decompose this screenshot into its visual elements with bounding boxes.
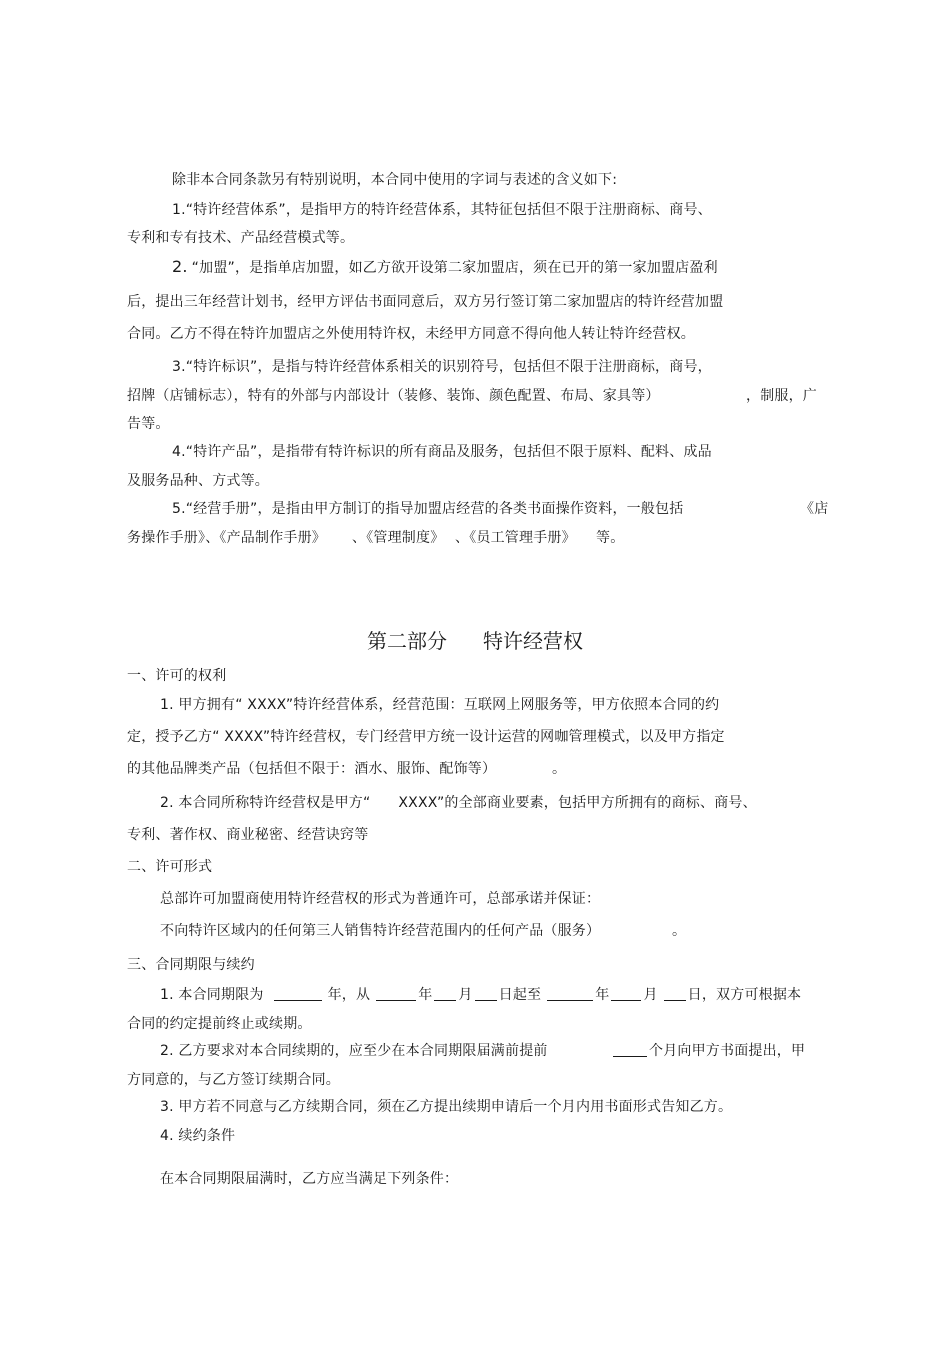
term-clause-4: 4. 续约条件 (160, 1128, 236, 1144)
section-title-part: 第二部分 (367, 629, 447, 653)
definitions-intro: 除非本合同条款另有特别说明，本合同中使用的字词与表述的含义如下: (172, 172, 618, 188)
clause-1-2-line-2: 专利、著作权、商业秘密、经营诀窍等 (127, 827, 369, 843)
heading-license-rights: 一、许可的权利 (127, 668, 227, 684)
definition-5-line-2a: 务操作手册》、《产品制作手册》 (127, 530, 326, 546)
term-text: 年，从 (327, 987, 371, 1003)
end-year-blank (547, 986, 593, 1001)
definition-3-line-3: 告等。 (127, 416, 170, 432)
definition-5-line-2c: 、《员工管理手册》 (455, 530, 576, 546)
definition-4-line-1: 4.“特许产品”，是指带有特许标识的所有商品及服务，包括但不限于原料、配料、成品 (172, 444, 712, 460)
definition-2-line-3: 合同。乙方不得在特许加盟店之外使用特许权，未经甲方同意不得向他人转让特许经营权。 (127, 326, 695, 342)
clause-1-1-line-3a: 的其他品牌类产品（包括但不限于：酒水、服饰、配饰等） (127, 761, 497, 777)
start-year-blank (376, 986, 416, 1001)
term-text: 年 (418, 987, 433, 1003)
heading-license-form: 二、许可形式 (127, 859, 213, 875)
start-month-blank (434, 986, 456, 1001)
term-text: 1. 本合同期限为 (160, 987, 264, 1003)
definition-2-line-2: 后，提出三年经营计划书，经甲方评估书面同意后，双方另行签订第二家加盟店的特许经营加盟 (127, 294, 724, 310)
definition-3-line-2a: 招牌（店铺标志），特有的外部与内部设计（装修、装饰、颜色配置、布局、家具等） (127, 388, 660, 404)
end-month-blank (611, 986, 641, 1001)
section-title (0, 628, 950, 654)
clause-1-1-line-2: 定，授予乙方“ XXXX”特许经营权，专门经营甲方统一设计运营的网咖管理模式，以及甲方指定 (127, 729, 725, 745)
term-text: 月 (643, 987, 658, 1003)
definition-2-number: 2. (172, 257, 188, 276)
definition-5-line-2d: 等。 (596, 530, 625, 546)
definition-1-line-2: 专利和专有技术、产品经营模式等。 (127, 230, 355, 246)
definition-2-line-1 (172, 258, 718, 277)
months-blank (613, 1042, 647, 1057)
definition-2-text: “加盟”，是指单店加盟，如乙方欲开设第二家加盟店，须在已开的第一家加盟店盈利 (191, 260, 718, 276)
start-day-blank (475, 986, 497, 1001)
term-clause-1-line-2: 合同的约定提前终止或续期。 (127, 1016, 312, 1032)
clause-1-2-line-1: 2. 本合同所称特许经营权是甲方“ XXXX”的全部商业要素，包括甲方所拥有的商标、商号、 (160, 795, 757, 811)
renewal-conditions-intro: 在本合同期限届满时，乙方应当满足下列条件： (160, 1171, 459, 1187)
section-title-name: 特许经营权 (483, 629, 583, 653)
term-clause-2-line-1b (613, 1042, 805, 1060)
term-text: 日起至 (498, 987, 542, 1003)
clause-1-1-line-3b: 。 (552, 761, 567, 777)
license-form-text-2b: 。 (672, 923, 687, 939)
heading-term-renewal: 三、合同期限与续约 (127, 957, 255, 973)
clause-1-1-line-1: 1. 甲方拥有“ XXXX”特许经营体系，经营范围：互联网上网服务等，甲方依照本合同的约 (160, 697, 720, 713)
term-clause-1-line-1 (160, 986, 801, 1004)
definition-4-line-2: 及服务品种、方式等。 (127, 473, 269, 489)
term-clause-2-line-2: 方同意的，与乙方签订续期合同。 (127, 1072, 340, 1088)
definition-5-line-2b: 、《管理制度》 (352, 530, 445, 546)
years-blank (274, 986, 322, 1001)
definition-3-line-2b: ，制服，广 (746, 388, 817, 404)
term-text: 年 (595, 987, 610, 1003)
term-text: 月 (458, 987, 473, 1003)
term-clause-3: 3. 甲方若不同意与乙方续期合同，须在乙方提出续期申请后一个月内用书面形式告知乙方。 (160, 1099, 733, 1115)
license-form-text-2a: 不向特许区域内的任何第三人销售特许经营范围内的任何产品（服务） (160, 923, 601, 939)
license-form-text-1: 总部许可加盟商使用特许经营权的形式为普通许可，总部承诺并保证： (160, 891, 601, 907)
end-day-blank (664, 986, 686, 1001)
definition-5-line-1b: 《店 (800, 501, 829, 517)
definition-1-line-1: 1.“特许经营体系”，是指甲方的特许经营体系，其特征包括但不限于注册商标、商号、 (172, 202, 712, 218)
definition-3-line-1: 3.“特许标识”，是指与特许经营体系相关的识别符号，包括但不限于注册商标，商号， (172, 359, 712, 375)
term-text: 日，双方可根据本 (687, 987, 802, 1003)
term-clause-2-line-1a: 2. 乙方要求对本合同续期的，应至少在本合同期限届满前提前 (160, 1043, 548, 1059)
term-text: 个月向甲方书面提出，甲 (649, 1043, 806, 1059)
definition-5-line-1a: 5.“经营手册”，是指由甲方制订的指导加盟店经营的各类书面操作资料，一般包括 (172, 501, 684, 517)
